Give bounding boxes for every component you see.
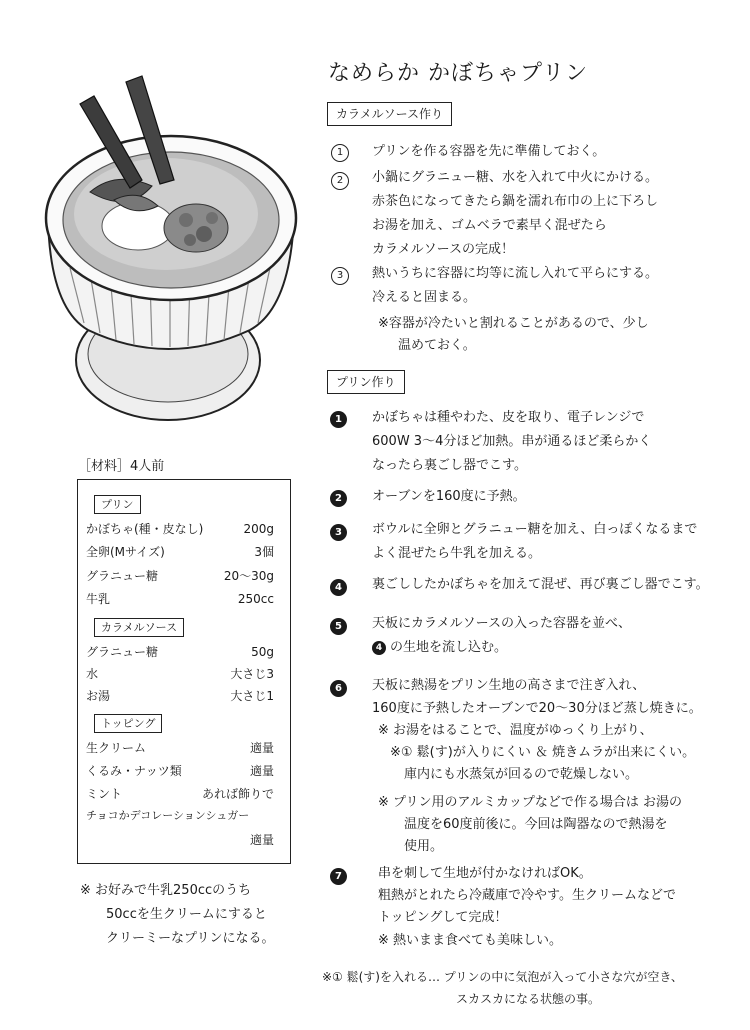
ingredient-group-topping: トッピング bbox=[94, 714, 162, 733]
pudding-step-6-line: 160度に予熱したオーブンで20～30分ほど蒸し焼きに。 bbox=[372, 701, 702, 716]
pudding-step-6-note: ※ お湯をはることで、温度がゆっくり上がり、 bbox=[378, 723, 653, 738]
pudding-step-3-line: よく混ぜたら牛乳を加える。 bbox=[372, 546, 542, 561]
ingredient-amount: 大さじ1 bbox=[230, 689, 274, 703]
pudding-image bbox=[18, 68, 318, 440]
pudding-step-1-number: 1 bbox=[330, 411, 347, 428]
pudding-step-6-note: 庫内にも水蒸気が回るので乾燥しない。 bbox=[404, 767, 639, 782]
pudding-step-2-number: 2 bbox=[330, 490, 347, 507]
ingredient-name: グラニュー糖 bbox=[86, 569, 159, 583]
pudding-step-4-number: 4 bbox=[330, 579, 347, 596]
pudding-step-6-note: 使用。 bbox=[404, 839, 444, 854]
caramel-step-2-line: 小鍋にグラニュー糖、水を入れて中火にかける。 bbox=[372, 170, 659, 185]
step-ref-badge: 4 bbox=[372, 641, 386, 655]
ingredient-amount: あれば飾りで bbox=[201, 787, 274, 801]
pudding-step-6-line: 天板に熱湯をプリン生地の高さまで注ぎ入れ、 bbox=[372, 678, 646, 693]
recipe-title: なめらか かぼちゃプリン bbox=[328, 61, 589, 86]
caramel-step-2-number: 2 bbox=[331, 172, 349, 190]
caramel-step-2-line: 赤茶色になってきたら鍋を濡れ布巾の上に下ろし bbox=[372, 194, 659, 209]
pudding-step-6-note: ※ プリン用のアルミカップなどで作る場合は お湯の bbox=[378, 795, 682, 810]
pudding-illustration bbox=[18, 68, 318, 440]
caramel-step-3-note: 温めておく。 bbox=[398, 338, 476, 353]
pudding-step-5-line-2 bbox=[372, 639, 507, 657]
pudding-step-5-number: 5 bbox=[330, 618, 347, 635]
ingredient-name: ミント bbox=[86, 787, 123, 801]
ingredients-box bbox=[77, 479, 291, 864]
ingredient-name: 水 bbox=[86, 667, 99, 681]
pudding-step-4-line: 裏ごししたかぼちゃを加えて混ぜ、再び裏ごし器でこす。 bbox=[372, 577, 709, 592]
ingredient-group-caramel: カラメルソース bbox=[94, 618, 184, 637]
ingredient-amount: 50g bbox=[251, 645, 274, 659]
ingredient-amount: 20～30g bbox=[223, 569, 274, 583]
pudding-step-5-line-text: の生地を流し込む。 bbox=[390, 640, 508, 655]
pudding-step-6-note: ※① 鬆(す)が入りにくい ＆ 焼きムラが出来にくい。 bbox=[390, 745, 696, 760]
ingredient-name: かぼちゃ(種・皮なし) bbox=[86, 522, 204, 536]
ingredients-title: ［材料］4人前 bbox=[78, 459, 165, 474]
pudding-step-7-number: 7 bbox=[330, 868, 347, 885]
pudding-step-6-note: 温度を60度前後に。今回は陶器なので熱湯を bbox=[404, 817, 668, 832]
pudding-step-7-line: 粗熱がとれたら冷蔵庫で冷やす。生クリームなどで bbox=[378, 888, 676, 903]
ingredient-group-pudding: プリン bbox=[94, 495, 141, 514]
ingredient-name: くるみ・ナッツ類 bbox=[86, 764, 182, 778]
pudding-step-7-line: 串を刺して生地が付かなければOK。 bbox=[378, 866, 592, 881]
pudding-step-1-line: かぼちゃは種やわた、皮を取り、電子レンジで bbox=[372, 410, 645, 425]
caramel-step-2-line: お湯を加え、ゴムベラで素早く混ぜたら bbox=[372, 218, 607, 233]
ingredient-name: 全卵(Mサイズ) bbox=[86, 545, 165, 559]
caramel-step-3-line: 熱いうちに容器に均等に流し入れて平らにする。 bbox=[372, 266, 659, 281]
pudding-step-3-number: 3 bbox=[330, 524, 347, 541]
ingredient-amount: 200g bbox=[243, 522, 274, 536]
pudding-section-heading: プリン作り bbox=[327, 370, 405, 394]
footnote-line: ※① 鬆(す)を入れる… プリンの中に気泡が入って小さな穴が空き、 bbox=[322, 970, 683, 984]
ingredient-name: グラニュー糖 bbox=[86, 645, 159, 659]
ingredient-amount: 250cc bbox=[237, 592, 274, 606]
ingredients-note-line: 50ccを生クリームにすると bbox=[106, 907, 267, 922]
pudding-step-1-line: 600W 3～4分ほど加熱。串が通るほど柔らかく bbox=[372, 434, 652, 449]
pudding-step-2-line: オーブンを160度に予熱。 bbox=[372, 489, 526, 504]
pudding-step-5-line: 天板にカラメルソースの入った容器を並べ、 bbox=[372, 616, 631, 631]
ingredient-amount: 適量 bbox=[249, 741, 274, 755]
ingredient-name: 生クリーム bbox=[86, 741, 147, 755]
pudding-step-3-line: ボウルに全卵とグラニュー糖を加え、白っぽくなるまで bbox=[372, 522, 698, 537]
ingredient-amount: 適量 bbox=[249, 764, 274, 778]
ingredient-amount: 3個 bbox=[254, 545, 274, 559]
caramel-step-3-line: 冷えると固まる。 bbox=[372, 290, 477, 305]
caramel-step-3-note: ※容器が冷たいと割れることがあるので、少し bbox=[378, 316, 649, 331]
ingredients-note-line: ※ お好みで牛乳250ccのうち bbox=[80, 883, 252, 898]
caramel-step-1-text: プリンを作る容器を先に準備しておく。 bbox=[372, 144, 606, 159]
caramel-section-heading: カラメルソース作り bbox=[327, 102, 452, 126]
pudding-step-7-note: ※ 熱いまま食べても美味しい。 bbox=[378, 933, 563, 948]
pudding-step-7-line: トッピングして完成！ bbox=[378, 910, 508, 925]
caramel-step-1-number: 1 bbox=[331, 144, 349, 162]
ingredient-amount: 大さじ3 bbox=[230, 667, 274, 681]
caramel-step-2-line: カラメルソースの完成！ bbox=[372, 242, 514, 257]
caramel-step-3-number: 3 bbox=[331, 267, 349, 285]
ingredients-note-line: クリーミーなプリンになる。 bbox=[106, 931, 275, 946]
ingredient-name: 牛乳 bbox=[86, 592, 111, 606]
pudding-step-1-line: なったら裏ごし器でこす。 bbox=[372, 458, 527, 473]
pudding-step-6-number: 6 bbox=[330, 680, 347, 697]
ingredient-amount: 適量 bbox=[249, 833, 274, 847]
ingredient-name: チョコかデコレーションシュガー bbox=[86, 809, 250, 822]
ingredient-name: お湯 bbox=[86, 689, 111, 703]
footnote-line: スカスカになる状態の事。 bbox=[456, 992, 601, 1006]
